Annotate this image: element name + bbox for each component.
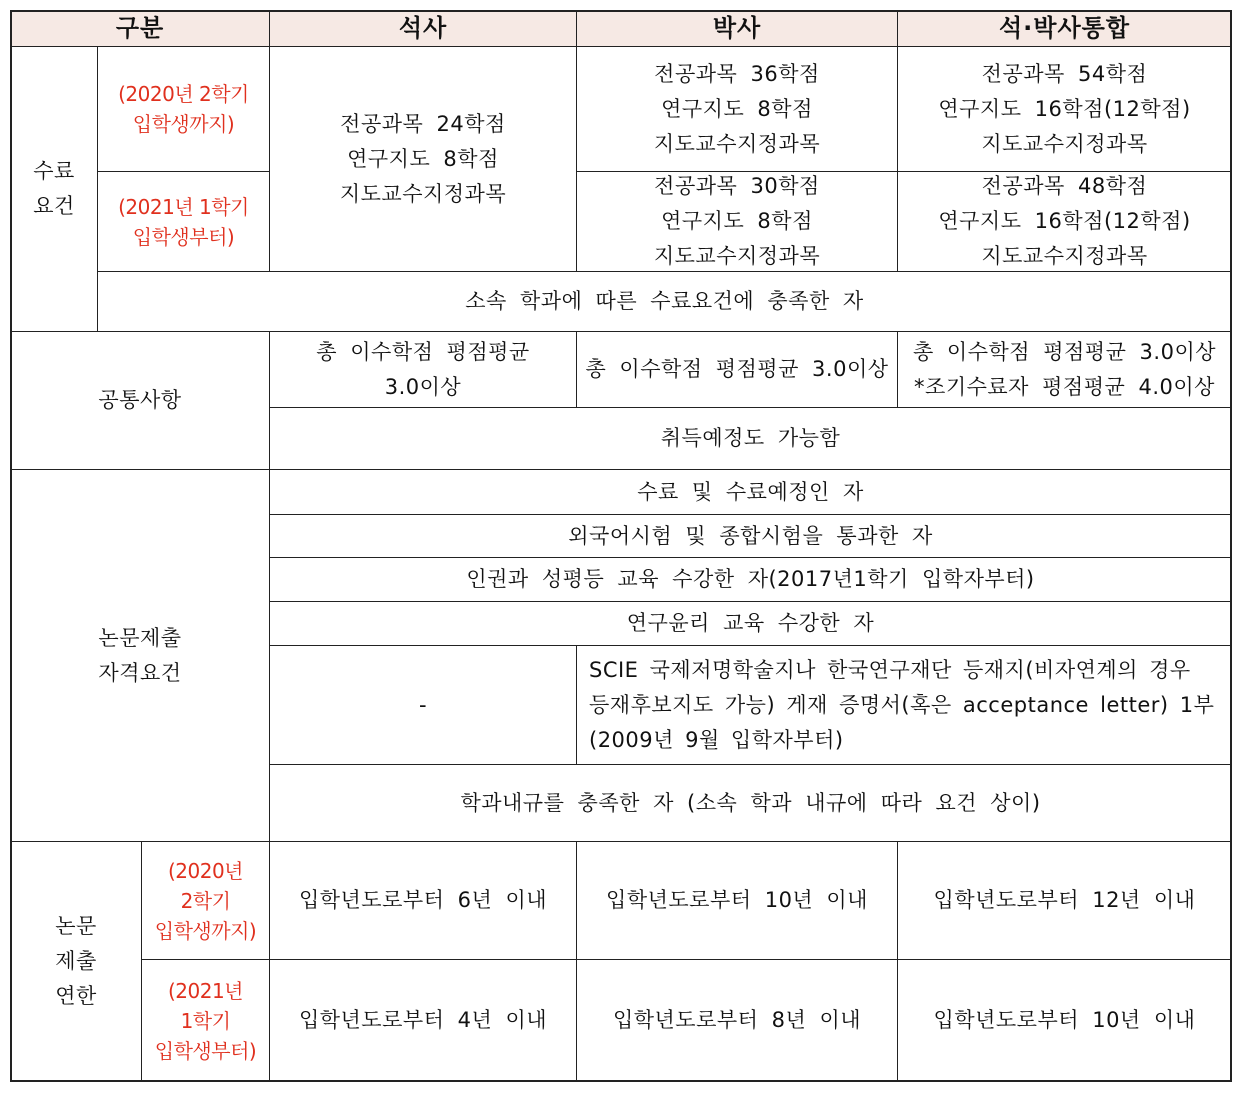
- common-label: 공통사항: [10, 331, 270, 470]
- qualification-row-exams: 외국어시험 및 종합시험을 통과한 자: [269, 514, 1232, 558]
- common-masters-gpa: 총 이수학점 평점평균 3.0이상: [269, 331, 577, 408]
- qualification-row-human-rights: 인권과 성평등 교육 수강한 자(2017년1학기 입학자부터): [269, 557, 1232, 602]
- completion-integrated-from-2021: 전공과목 48학점 연구지도 16학점(12학점) 지도교수지정과목: [897, 171, 1232, 272]
- header-masters: 석사: [269, 10, 577, 47]
- header-integrated: 석·박사통합: [897, 10, 1232, 47]
- completion-from-2021: (2021년 1학기 입학생부터): [97, 171, 270, 272]
- common-expected: 취득예정도 가능함: [269, 407, 1232, 470]
- completion-until-2020: (2020년 2학기 입학생까지): [97, 46, 270, 172]
- header-category: 구분: [10, 10, 270, 47]
- deadline-from-2021: (2021년 1학기 입학생부터): [141, 959, 270, 1082]
- qualification-masters-journal: -: [269, 645, 577, 765]
- completion-dept-requirement: 소속 학과에 따른 수료요건에 충족한 자: [97, 271, 1232, 332]
- header-doctoral: 박사: [576, 10, 898, 47]
- completion-masters: 전공과목 24학점 연구지도 8학점 지도교수지정과목: [269, 46, 577, 272]
- thesis-qualification-label: 논문제출 자격요건: [10, 469, 270, 842]
- thesis-deadline-label: 논문 제출 연한: [10, 841, 142, 1082]
- common-doctoral-gpa: 총 이수학점 평점평균 3.0이상: [576, 331, 898, 408]
- qualification-row-ethics: 연구윤리 교육 수강한 자: [269, 601, 1232, 646]
- deadline-until-2020: (2020년 2학기 입학생까지): [141, 841, 270, 960]
- qualification-doctoral-journal: SCIE 국제저명학술지나 한국연구재단 등재지(비자연계의 경우 등재후보지도 가능) 게재 증명서(혹은 acceptance letter) 1부(2009년 9월 입학자부터): [576, 645, 1232, 765]
- deadline-integrated-from-2021: 입학년도로부터 10년 이내: [897, 959, 1232, 1082]
- common-integrated-gpa: 총 이수학점 평점평균 3.0이상 *조기수료자 평점평균 4.0이상: [897, 331, 1232, 408]
- deadline-masters-until-2020: 입학년도로부터 6년 이내: [269, 841, 577, 960]
- deadline-masters-from-2021: 입학년도로부터 4년 이내: [269, 959, 577, 1082]
- deadline-doctoral-until-2020: 입학년도로부터 10년 이내: [576, 841, 898, 960]
- completion-doctoral-until-2020: 전공과목 36학점 연구지도 8학점 지도교수지정과목: [576, 46, 898, 172]
- completion-doctoral-from-2021: 전공과목 30학점 연구지도 8학점 지도교수지정과목: [576, 171, 898, 272]
- deadline-doctoral-from-2021: 입학년도로부터 8년 이내: [576, 959, 898, 1082]
- deadline-integrated-until-2020: 입학년도로부터 12년 이내: [897, 841, 1232, 960]
- qualification-dept-rule: 학과내규를 충족한 자 (소속 학과 내규에 따라 요건 상이): [269, 764, 1232, 842]
- completion-label: 수료 요건: [10, 46, 98, 332]
- completion-integrated-until-2020: 전공과목 54학점 연구지도 16학점(12학점) 지도교수지정과목: [897, 46, 1232, 172]
- qualification-row-completion: 수료 및 수료예정인 자: [269, 469, 1232, 515]
